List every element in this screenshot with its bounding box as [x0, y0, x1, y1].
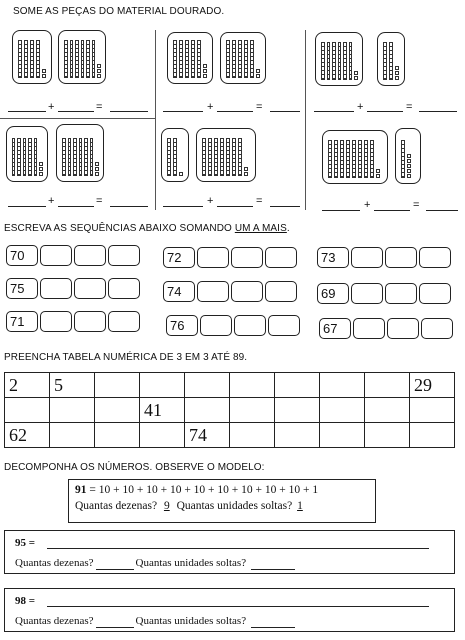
sequence-blank[interactable] [108, 245, 140, 266]
row-divider [0, 118, 155, 119]
section1-title: SOME AS PEÇAS DO MATERIAL DOURADO. [13, 6, 225, 17]
sequence-start: 72 [163, 247, 195, 268]
equals-sign: = [26, 595, 36, 607]
grid-cell[interactable] [230, 423, 275, 448]
model-number: 91 [75, 484, 87, 496]
grid-cell[interactable] [50, 398, 95, 423]
sequence-row [319, 318, 455, 339]
grid-cell[interactable] [95, 423, 140, 448]
sequence-blank[interactable] [265, 247, 297, 268]
number-grid [4, 372, 455, 448]
grid-cell[interactable] [365, 398, 410, 423]
plus-sign: + [48, 195, 55, 207]
sequence-blank[interactable] [74, 311, 106, 332]
grid-cell[interactable] [140, 423, 185, 448]
answer-blank[interactable] [367, 111, 403, 112]
equals-sign: = [256, 101, 263, 113]
sequence-row [6, 311, 142, 332]
tens-block-group [6, 126, 48, 182]
answer-blank[interactable] [163, 111, 203, 112]
sequence-blank[interactable] [351, 283, 383, 304]
plus-sign: + [207, 195, 214, 207]
grid-cell[interactable] [320, 373, 365, 398]
exercise-number: 95 [15, 537, 26, 549]
sequence-blank[interactable] [197, 281, 229, 302]
exercise-box-98 [4, 588, 455, 632]
unidades-blank[interactable] [251, 615, 295, 628]
grid-cell[interactable]: 41 [140, 398, 185, 423]
equals-sign: = [96, 195, 103, 207]
tens-block-group [167, 32, 213, 84]
decomposition-blank[interactable] [47, 548, 429, 549]
answer-blank[interactable] [58, 206, 94, 207]
sequence-blank[interactable] [40, 245, 72, 266]
answer-blank[interactable] [8, 206, 46, 207]
grid-cell[interactable] [95, 398, 140, 423]
answer-blank[interactable] [374, 210, 410, 211]
sequence-start: 71 [6, 311, 38, 332]
grid-cell[interactable] [275, 373, 320, 398]
tens-block-group [12, 30, 52, 84]
decomposition-blank[interactable] [47, 606, 429, 607]
grid-cell[interactable] [185, 398, 230, 423]
grid-cell[interactable] [230, 373, 275, 398]
grid-cell[interactable] [185, 373, 230, 398]
sequence-row [317, 247, 453, 268]
grid-cell[interactable] [365, 423, 410, 448]
sequence-blank[interactable] [351, 247, 383, 268]
answer-blank[interactable] [58, 111, 94, 112]
grid-cell[interactable] [410, 398, 455, 423]
section4-title: DECOMPONHA OS NÚMEROS. OBSERVE O MODELO: [4, 462, 265, 473]
sequence-start: 76 [166, 315, 198, 336]
grid-row [5, 398, 455, 423]
sequence-blank[interactable] [419, 283, 451, 304]
equals-sign: = [413, 199, 420, 211]
tens-block-group [58, 30, 106, 84]
plus-sign: + [48, 101, 55, 113]
equals-sign: = [26, 537, 36, 549]
q-dezenas: Quantas dezenas? [15, 557, 94, 569]
answer-blank[interactable] [314, 111, 354, 112]
grid-cell[interactable]: 62 [5, 423, 50, 448]
exercise-questions [15, 557, 295, 570]
sequence-blank[interactable] [108, 278, 140, 299]
tens-block-group [395, 128, 421, 184]
exercise-equation [15, 537, 35, 549]
answer-blank[interactable] [217, 111, 253, 112]
q-unidades: Quantas unidades soltas? [135, 615, 247, 627]
dezenas-blank[interactable] [96, 557, 134, 570]
model-a-unidades: 1 [297, 500, 303, 512]
answer-blank[interactable] [110, 206, 148, 207]
answer-blank[interactable] [8, 111, 46, 112]
model-a-dezenas: 9 [163, 500, 170, 512]
sequence-row [163, 247, 299, 268]
grid-cell[interactable]: 5 [50, 373, 95, 398]
sequence-blank[interactable] [40, 311, 72, 332]
answer-blank[interactable] [322, 210, 360, 211]
exercise-number: 98 [15, 595, 26, 607]
grid-cell[interactable] [230, 398, 275, 423]
sequence-start: 69 [317, 283, 349, 304]
exercise-questions [15, 615, 295, 628]
sequence-row [6, 278, 142, 299]
sequence-blank[interactable] [108, 311, 140, 332]
sequence-blank[interactable] [200, 315, 232, 336]
sequence-blank[interactable] [419, 247, 451, 268]
tens-block-group [315, 32, 363, 86]
sequence-row [317, 283, 453, 304]
sequence-blank[interactable] [40, 278, 72, 299]
grid-cell[interactable] [5, 398, 50, 423]
unidades-blank[interactable] [251, 557, 295, 570]
sequence-start: 74 [163, 281, 195, 302]
grid-cell[interactable] [410, 423, 455, 448]
q-dezenas: Quantas dezenas? [15, 615, 94, 627]
q-unidades: Quantas unidades soltas? [135, 557, 247, 569]
sequence-blank[interactable] [385, 283, 417, 304]
grid-cell[interactable] [140, 373, 185, 398]
equals-sign: = [406, 101, 413, 113]
grid-cell[interactable]: 29 [410, 373, 455, 398]
sequence-blank[interactable] [268, 315, 300, 336]
answer-blank[interactable] [110, 111, 148, 112]
tens-block-group [377, 32, 405, 86]
sequence-start: 70 [6, 245, 38, 266]
grid-cell[interactable] [320, 398, 365, 423]
equals-sign: = [96, 101, 103, 113]
sequence-blank[interactable] [74, 278, 106, 299]
plus-sign: + [357, 101, 364, 113]
sequence-blank[interactable] [231, 247, 263, 268]
sequence-row [163, 281, 299, 302]
model-expression: = 10 + 10 + 10 + 10 + 10 + 10 + 10 + 10 + 10 + 1 [86, 484, 319, 496]
grid-row [5, 373, 455, 398]
tens-block-group [196, 128, 256, 182]
sequence-blank[interactable] [387, 318, 419, 339]
tens-block-group [161, 128, 189, 182]
model-q-dezenas: Quantas dezenas? [75, 500, 158, 512]
grid-cell[interactable] [50, 423, 95, 448]
sequence-row [6, 245, 142, 266]
answer-blank[interactable] [217, 206, 253, 207]
equals-sign: = [256, 195, 263, 207]
exercise-box-95 [4, 530, 455, 574]
answer-blank[interactable] [163, 206, 203, 207]
model-q-unidades: Quantas unidades soltas? [176, 500, 293, 512]
answer-blank[interactable] [270, 206, 300, 207]
grid-cell[interactable] [275, 423, 320, 448]
tens-block-group [322, 130, 388, 184]
sequence-blank[interactable] [353, 318, 385, 339]
sequence-blank[interactable] [231, 281, 263, 302]
sequence-blank[interactable] [421, 318, 453, 339]
grid-cell[interactable] [95, 373, 140, 398]
sequence-blank[interactable] [385, 247, 417, 268]
plus-sign: + [364, 199, 371, 211]
grid-cell[interactable] [320, 423, 365, 448]
sequence-blank[interactable] [234, 315, 266, 336]
section2-title: ESCREVA AS SEQUÊNCIAS ABAIXO SOMANDO UM A MAIS. [4, 223, 290, 234]
grid-row [5, 423, 455, 448]
sequence-row [166, 315, 302, 336]
tens-block-group [220, 32, 266, 84]
sequence-blank[interactable] [265, 281, 297, 302]
answer-blank[interactable] [419, 111, 457, 112]
sequence-start: 67 [319, 318, 351, 339]
section3-title: PREENCHA TABELA NUMÉRICA DE 3 EM 3 ATÉ 89. [4, 352, 248, 363]
grid-cell[interactable]: 74 [185, 423, 230, 448]
model-example-box [68, 479, 376, 523]
exercise-equation [15, 595, 35, 607]
dezenas-blank[interactable] [96, 615, 134, 628]
sequence-start: 75 [6, 278, 38, 299]
answer-blank[interactable] [426, 210, 458, 211]
sequence-start: 73 [317, 247, 349, 268]
column-divider [155, 30, 156, 210]
sequence-blank[interactable] [74, 245, 106, 266]
plus-sign: + [207, 101, 214, 113]
grid-cell[interactable] [365, 373, 410, 398]
grid-cell[interactable]: 2 [5, 373, 50, 398]
column-divider [305, 30, 306, 210]
tens-block-group [56, 124, 104, 182]
grid-cell[interactable] [275, 398, 320, 423]
answer-blank[interactable] [270, 111, 300, 112]
sequence-blank[interactable] [197, 247, 229, 268]
